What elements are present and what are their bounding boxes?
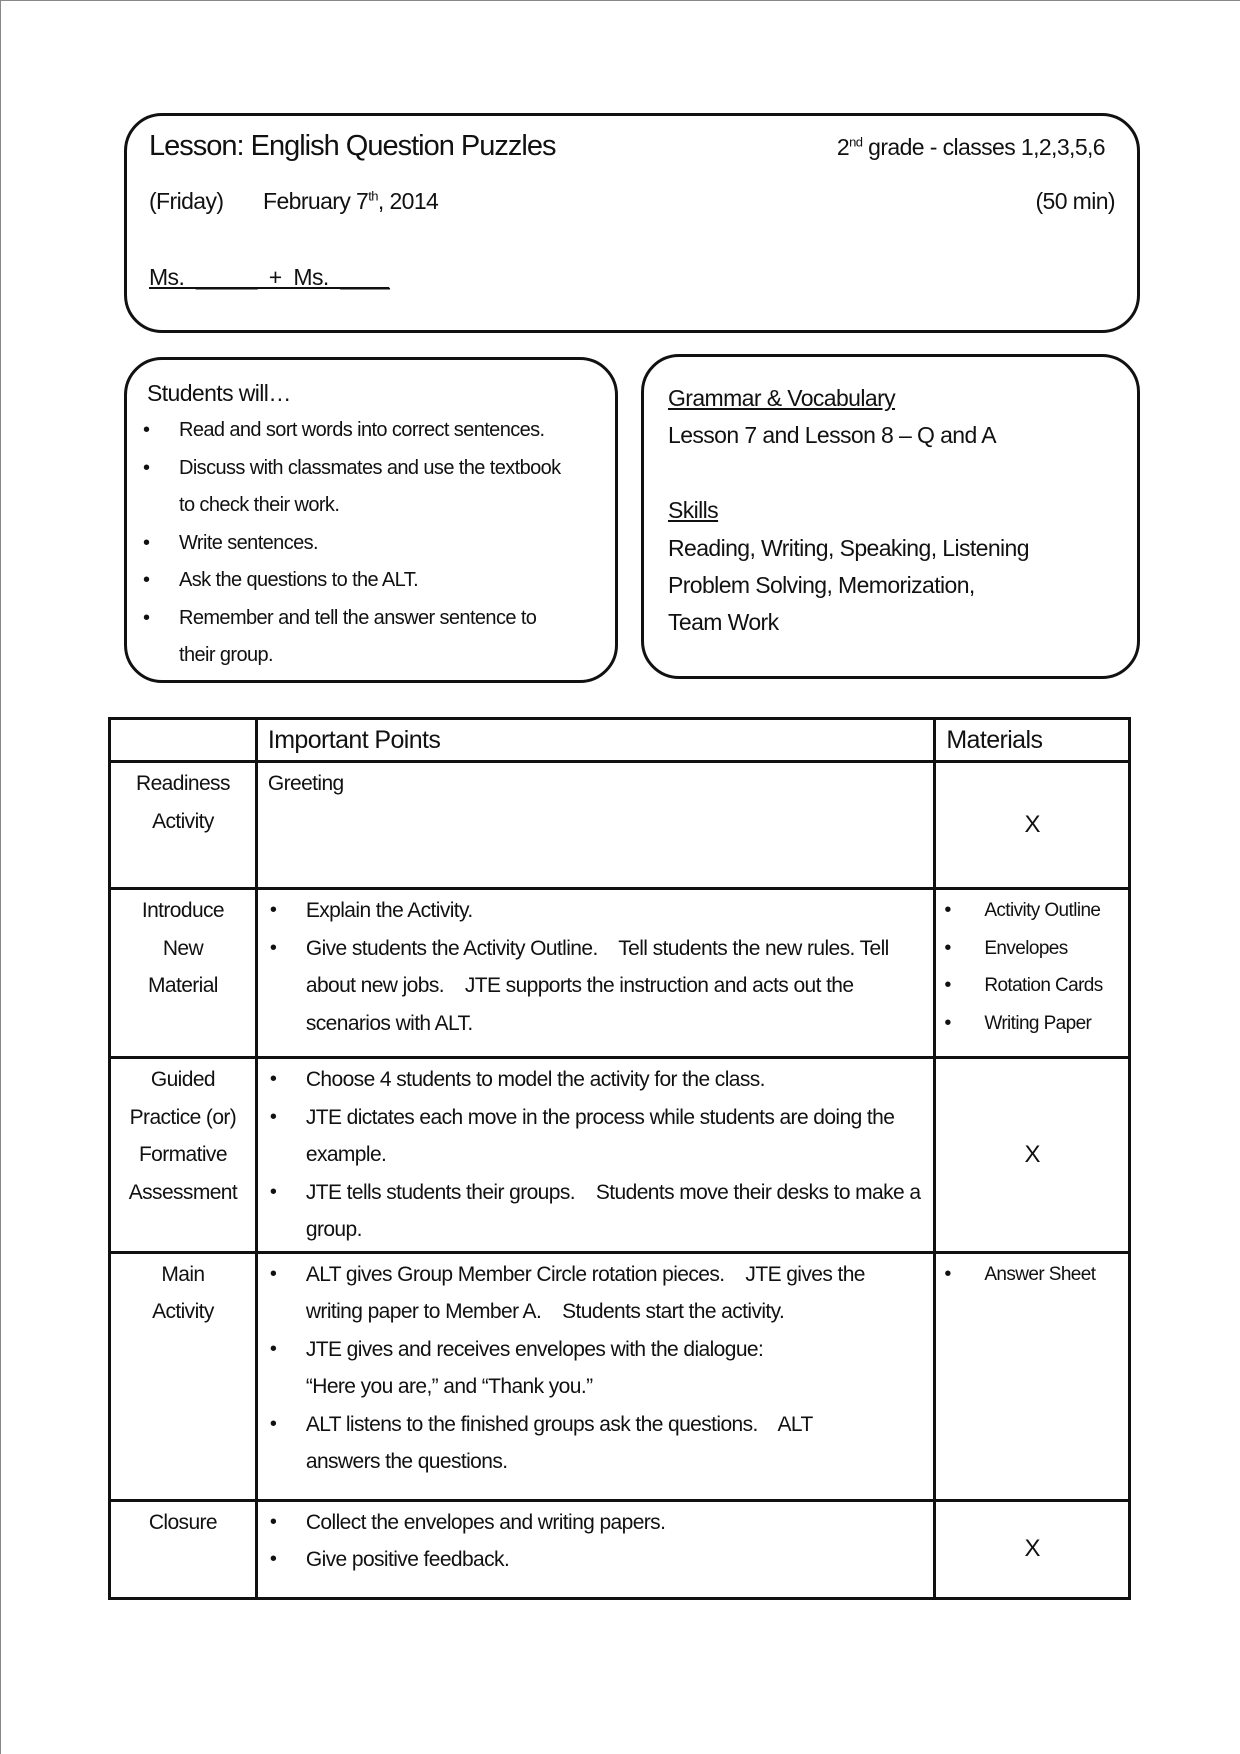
table-row [110,889,1130,1058]
header-stage [110,719,257,762]
material-item: • Writing Paper [942,1005,1122,1043]
grammar-skills-box [641,354,1140,679]
point-item: • JTE dictates each move in the process while students are doing the example. [268,1099,923,1174]
date-suffix: th [368,188,378,204]
lesson-date [263,188,438,215]
header-materials: Materials [935,719,1130,762]
objective-item: • Read and sort words into correct sentences. [141,412,611,450]
point-item: • Explain the Activity. [268,892,923,930]
stage-introduce: Introduce New Material [110,889,257,1058]
point-item: • JTE gives and receives envelopes with the dialogue: “Here you are,” and “Thank you.” [268,1331,923,1406]
point-item: • ALT gives Group Member Circle rotation pieces. JTE gives the writing paper to Member A. Students start the activity. [268,1256,923,1331]
material-item: • Answer Sheet [942,1256,1122,1294]
skills-line: Problem Solving, Memorization, [668,572,975,598]
objective-item: • Ask the questions to the ALT. [141,562,611,600]
table-header-row [110,719,1130,762]
point-item: • Choose 4 students to model the activity for the class. [268,1061,923,1099]
point-item: • Give positive feedback. [268,1541,923,1579]
point-item: • JTE tells students their groups. Students move their desks to make a group. [268,1174,923,1249]
stage-closure: Closure [110,1500,257,1598]
material-item: • Rotation Cards [942,967,1122,1005]
stage-main-activity: Main Activity [110,1252,257,1500]
objective-item: • Discuss with classmates and use the textbook to check their work. [141,450,611,525]
grade-number: 2 [836,134,850,160]
grammar-title: Grammar & Vocabulary [668,385,896,411]
point-item: • ALT listens to the finished groups ask the questions. ALT answers the questions. [268,1406,923,1481]
objective-item: • Write sentences. [141,525,611,563]
stage-guided-practice: Guided Practice (or) Formative Assessment [110,1058,257,1253]
point-item: • Collect the envelopes and writing papers. [268,1504,923,1542]
lesson-day: (Friday) [149,188,224,214]
grammar-text: Lesson 7 and Lesson 8 – Q and A [668,422,996,448]
skills-line: Team Work [668,609,779,635]
stage-readiness: Readiness Activity [110,762,257,889]
grade-text: grade - classes 1,2,3,5,6 [862,134,1105,160]
skills-title: Skills [668,497,719,523]
table-row [110,762,1130,889]
date-text: February 7 [263,188,369,214]
objectives-title: Students will… [147,380,291,406]
materials-none: X [935,762,1130,889]
teachers: Ms. _____ + Ms. ____ [149,264,390,290]
header-important-points: Important Points [256,719,934,762]
points-cell: Greeting [256,762,934,889]
date-year: , 2014 [377,188,439,214]
objective-item: • Remember and tell the answer sentence to their group. [141,600,611,675]
grade-suffix: nd [849,134,863,150]
lesson-duration: (50 min) [1035,188,1115,214]
skills-line: Reading, Writing, Speaking, Listening [668,535,1029,561]
table-row [110,1252,1130,1500]
grade-classes [837,134,1105,161]
table-row [110,1058,1130,1253]
material-item: • Activity Outline [942,892,1122,930]
table-row [110,1500,1130,1598]
material-item: • Envelopes [942,930,1122,968]
materials-none: X [935,1500,1130,1598]
point-item: • Give students the Activity Outline. Tell students the new rules. Tell about new jobs. JTE supports the instruction and acts out the scenarios with ALT. [268,930,923,1043]
lesson-header-box [124,113,1140,333]
objectives-box [124,357,618,683]
materials-none: X [935,1058,1130,1253]
lesson-plan-table [108,717,1131,1600]
lesson-title: Lesson: English Question Puzzles [149,130,556,162]
